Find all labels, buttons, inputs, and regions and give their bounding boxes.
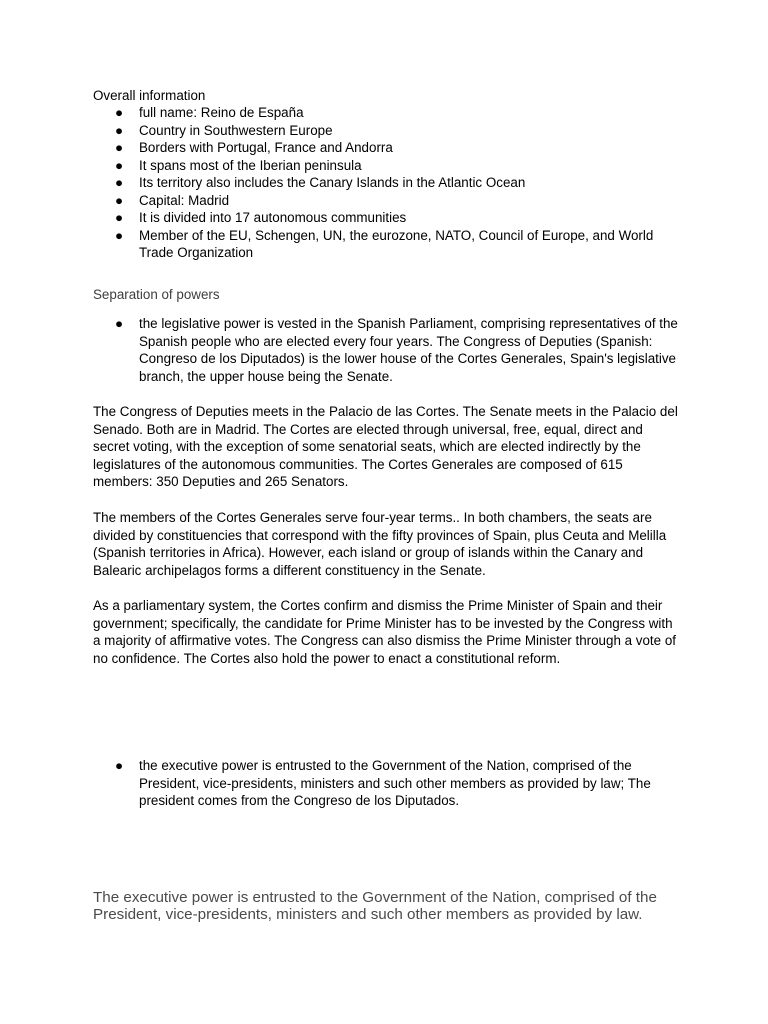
congress-paragraph: The Congress of Deputies meets in the Palacio de las Cortes. The Senate meets in the Palacio del Senado. Both are in Madrid. The Cortes are elected through universal, free, equal, direct and secret voting, with the exception of some senatorial seats, which are elected indirectly by the legislatures of the autonomous communities. The Cortes Generales are composed of 615 members: 350 Deputies and 265 Senators. (93, 404, 678, 489)
list-item (115, 104, 680, 122)
bullet-icon: ● (115, 122, 124, 138)
list-item-text: Country in Southwestern Europe (139, 122, 333, 138)
list-item (115, 174, 680, 192)
separation-of-powers-heading: Separation of powers (93, 287, 220, 302)
executive-summary-text: The executive power is entrusted to the Government of the Nation, comprised of the President, vice-presidents, ministers and such other members as provided by law. (93, 889, 657, 923)
legislative-list (115, 315, 680, 385)
bullet-icon: ● (115, 758, 124, 773)
list-item (115, 157, 680, 175)
list-item-text: Its territory also includes the Canary Islands in the Atlantic Ocean (139, 175, 526, 190)
bullet-icon: ● (115, 175, 124, 190)
list-item (115, 192, 680, 210)
list-item-text: It spans most of the Iberian peninsula (139, 157, 362, 173)
executive-list (115, 757, 680, 810)
bullet-icon: ● (115, 316, 124, 331)
overall-information-heading: Overall information (93, 88, 206, 103)
list-item (115, 209, 680, 227)
parliamentary-system-paragraph: As a parliamentary system, the Cortes confirm and dismiss the Prime Minister of Spain and their government; specifically, the candidate for Prime Minister has to be invested by the Congress with a majority of affirmative votes. The Congress can also dismiss the Prime Minister through a vote of no confidence. The Cortes also hold the power to enact a constitutional reform. (93, 598, 676, 666)
list-item (115, 139, 680, 157)
legislative-power-text: the legislative power is vested in the Spanish Parliament, comprising representatives of the Spanish people who are elected every four years. The Congress of Deputies (Spanish: Congreso de los Diputados) is the lower house of the Cortes Generales, Spain's legislative branch, the upper house being the Senate. (139, 316, 678, 384)
list-item (115, 227, 680, 262)
bullet-icon: ● (115, 192, 124, 208)
overall-information-list (115, 104, 680, 262)
list-item (115, 122, 680, 140)
list-item-text: Member of the EU, Schengen, UN, the eurozone, NATO, Council of Europe, and World Trade Organization (139, 227, 654, 260)
list-item (115, 757, 680, 810)
executive-power-text: the executive power is entrusted to the Government of the Nation, comprised of the President, vice-presidents, ministers and such other members as provided by law; The president comes from the Congreso de los Diputados. (139, 758, 651, 808)
list-item (115, 315, 680, 385)
bullet-icon: ● (115, 105, 124, 120)
cortes-terms-paragraph: The members of the Cortes Generales serve four-year terms.. In both chambers, the seats are divided by constituencies that correspond with the fifty provinces of Spain, plus Ceuta and Melilla (Spanish territories in Africa). However, each island or group of islands within the Canary and Balearic archipelagos forms a different constituency in the Senate. (93, 510, 667, 578)
list-item-text: full name: Reino de España (139, 105, 304, 120)
bullet-icon: ● (115, 140, 124, 155)
list-item-text: Capital: Madrid (139, 192, 230, 208)
list-item-text: It is divided into 17 autonomous communities (139, 210, 407, 225)
bullet-icon: ● (115, 210, 124, 225)
bullet-icon: ● (115, 227, 124, 243)
bullet-icon: ● (115, 157, 124, 173)
list-item-text: Borders with Portugal, France and Andorra (139, 140, 393, 155)
